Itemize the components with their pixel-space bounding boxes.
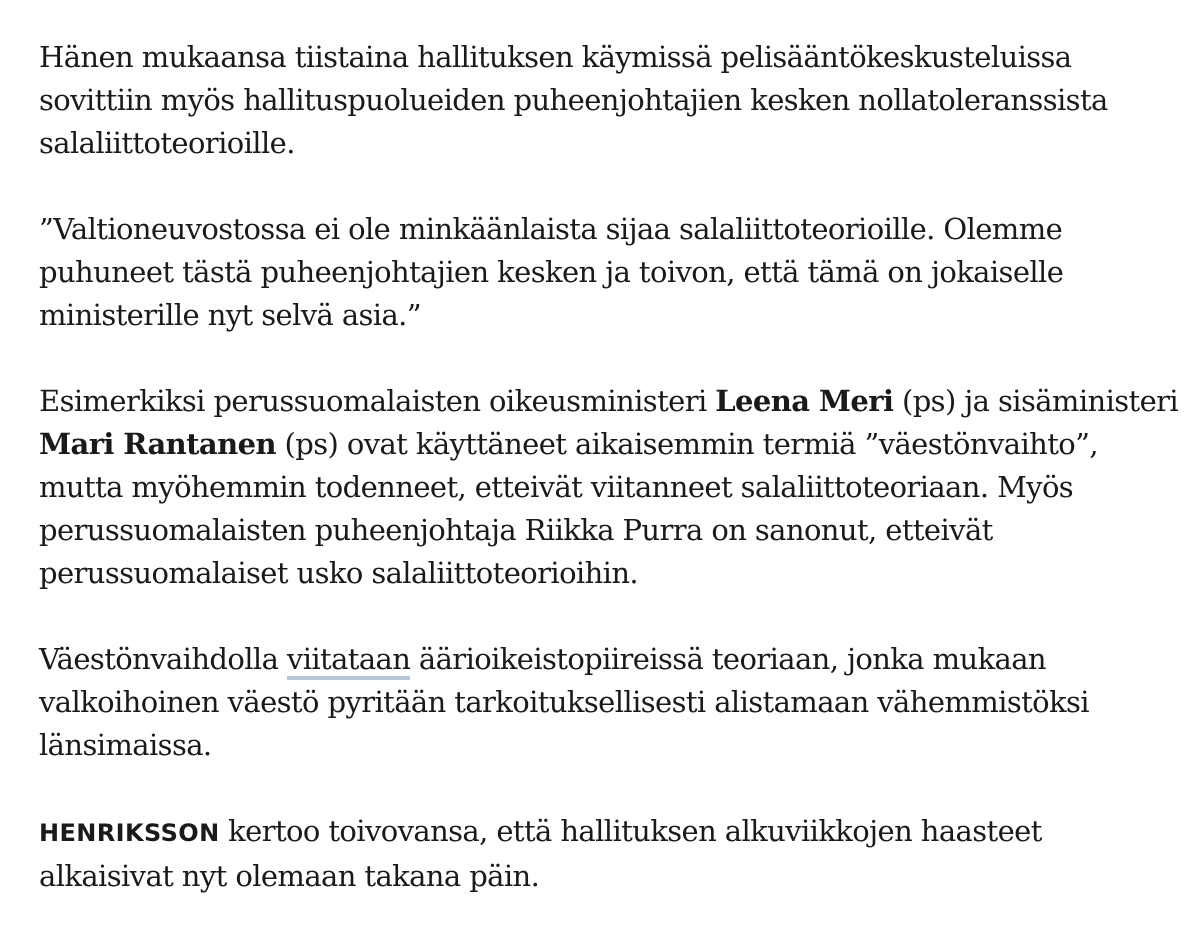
paragraph-4 [39, 638, 1179, 767]
paragraph-3-text-1: Esimerkiksi perussuomalaisten oikeusministeri [39, 384, 716, 418]
paragraph-3-text-2: (ps) ja sisäministeri [893, 384, 1179, 418]
paragraph-3 [39, 380, 1179, 595]
person-name-leena-meri: Leena Meri [715, 384, 894, 418]
viitataan-link[interactable]: viitataan [287, 642, 410, 680]
article-body [39, 36, 1179, 898]
quote-paragraph: ”Valtioneuvostossa ei ole minkäänlaista sijaa salaliittoteorioille. Olemme puhuneet tästä puheenjohtajien kesken ja toivon, että tämä on jokaiselle ministerille nyt selvä asia.” [39, 212, 1064, 332]
paragraph-5-text: kertoo toivovansa, että hallituksen alkuviikkojen haasteet alkaisivat nyt olemaan takana päin. [39, 814, 1042, 893]
person-name-mari-rantanen: Mari Rantanen [39, 427, 276, 461]
paragraph-1: Hänen mukaansa tiistaina hallituksen käymissä pelisääntökeskusteluissa sovittiin myös hallituspuolueiden puheenjohtajien kesken nollatoleranssista salaliittoteorioille. [39, 40, 1108, 160]
lead-in-henriksson: HENRIKSSON [39, 819, 220, 847]
paragraph-4-text-2: äärioikeistopiireissä teoriaan, jonka mukaan valkoihoinen väestö pyritään tarkoituksellisesti alistamaan vähemmistöksi länsimaissa. [39, 642, 1089, 762]
paragraph-3-text-3: (ps) ovat käyttäneet aikaisemmin termiä ”väestönvaihto”, mutta myöhemmin todenneet, etteivät viitanneet salaliittoteoriaan. Myös perussuomalaisten puheenjohtaja Riikka Purra on sanonut, etteivät perussuomalaiset usko salaliittoteorioihin. [39, 427, 1098, 590]
paragraph-5 [39, 810, 1179, 898]
paragraph-4-text-1: Väestönvaihdolla [39, 642, 287, 676]
